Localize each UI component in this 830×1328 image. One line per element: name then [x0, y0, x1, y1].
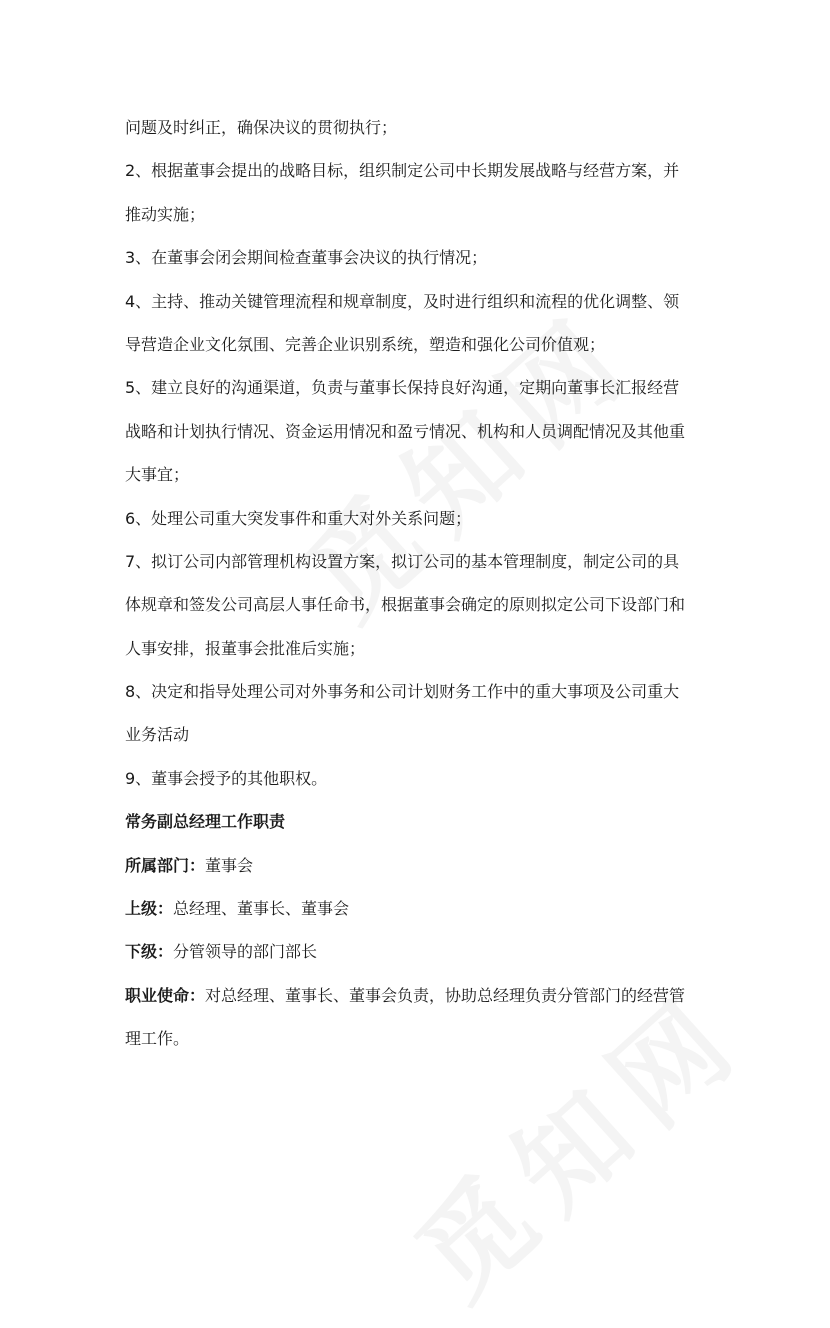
paragraph-line: 导营造企业文化氛围、完善企业识别系统，塑造和强化公司价值观；: [125, 334, 606, 354]
paragraph-line: 8、决定和指导处理公司对外事务和公司计划财务工作中的重大事项及公司重大: [125, 682, 680, 702]
mission-value-continued: 理工作。: [125, 1029, 190, 1049]
subordinate-field: [125, 930, 715, 973]
paragraph-line: 大事宜；: [125, 465, 190, 485]
mission-value: 对总经理、董事长、董事会负责，协助总经理负责分管部门的经营管: [205, 985, 686, 1005]
paragraph-line: 7、拟订公司内部管理机构设置方案，拟订公司的基本管理制度，制定公司的具: [125, 551, 680, 571]
superior-label: 上级：: [125, 899, 174, 919]
paragraph-line: 4、主持、推动关键管理流程和规章制度，及时进行组织和流程的优化调整、领: [125, 291, 680, 311]
section-title: 常务副总经理工作职责: [125, 812, 286, 832]
paragraph-line: 战略和计划执行情况、资金运用情况和盈亏情况、机构和人员调配情况及其他重: [125, 421, 686, 441]
paragraph-line: 体规章和签发公司高层人事任命书，根据董事会确定的原则拟定公司下设部门和: [125, 595, 686, 615]
paragraph-line: 6、处理公司重大突发事件和重大对外关系问题；: [125, 508, 472, 528]
paragraph-line: 业务活动: [125, 725, 190, 745]
document-body: [125, 106, 715, 1061]
subordinate-label: 下级：: [125, 942, 174, 962]
paragraph-line: 人事安排，报董事会批准后实施；: [125, 638, 366, 658]
superior-field: [125, 887, 715, 930]
department-label: 所属部门：: [125, 855, 206, 875]
subordinate-value: 分管领导的部门部长: [173, 942, 318, 962]
paragraph-line: 3、在董事会闭会期间检查董事会决议的执行情况；: [125, 248, 488, 268]
paragraph-line: 5、建立良好的沟通渠道，负责与董事长保持良好沟通，定期向董事长汇报经营: [125, 378, 680, 398]
superior-value: 总经理、董事长、董事会: [173, 899, 350, 919]
paragraph-line: 推动实施；: [125, 204, 206, 224]
department-field: [125, 844, 715, 887]
mission-label: 职业使命：: [125, 985, 206, 1005]
department-value: 董事会: [205, 855, 254, 875]
paragraph-line: 问题及时纠正，确保决议的贯彻执行；: [125, 118, 398, 137]
paragraph-line: 2、根据董事会提出的战略目标，组织制定公司中长期发展战略与经营方案，并: [125, 161, 680, 181]
paragraph-line: 9、董事会授予的其他职权。: [125, 768, 328, 788]
mission-field: [125, 974, 715, 1017]
